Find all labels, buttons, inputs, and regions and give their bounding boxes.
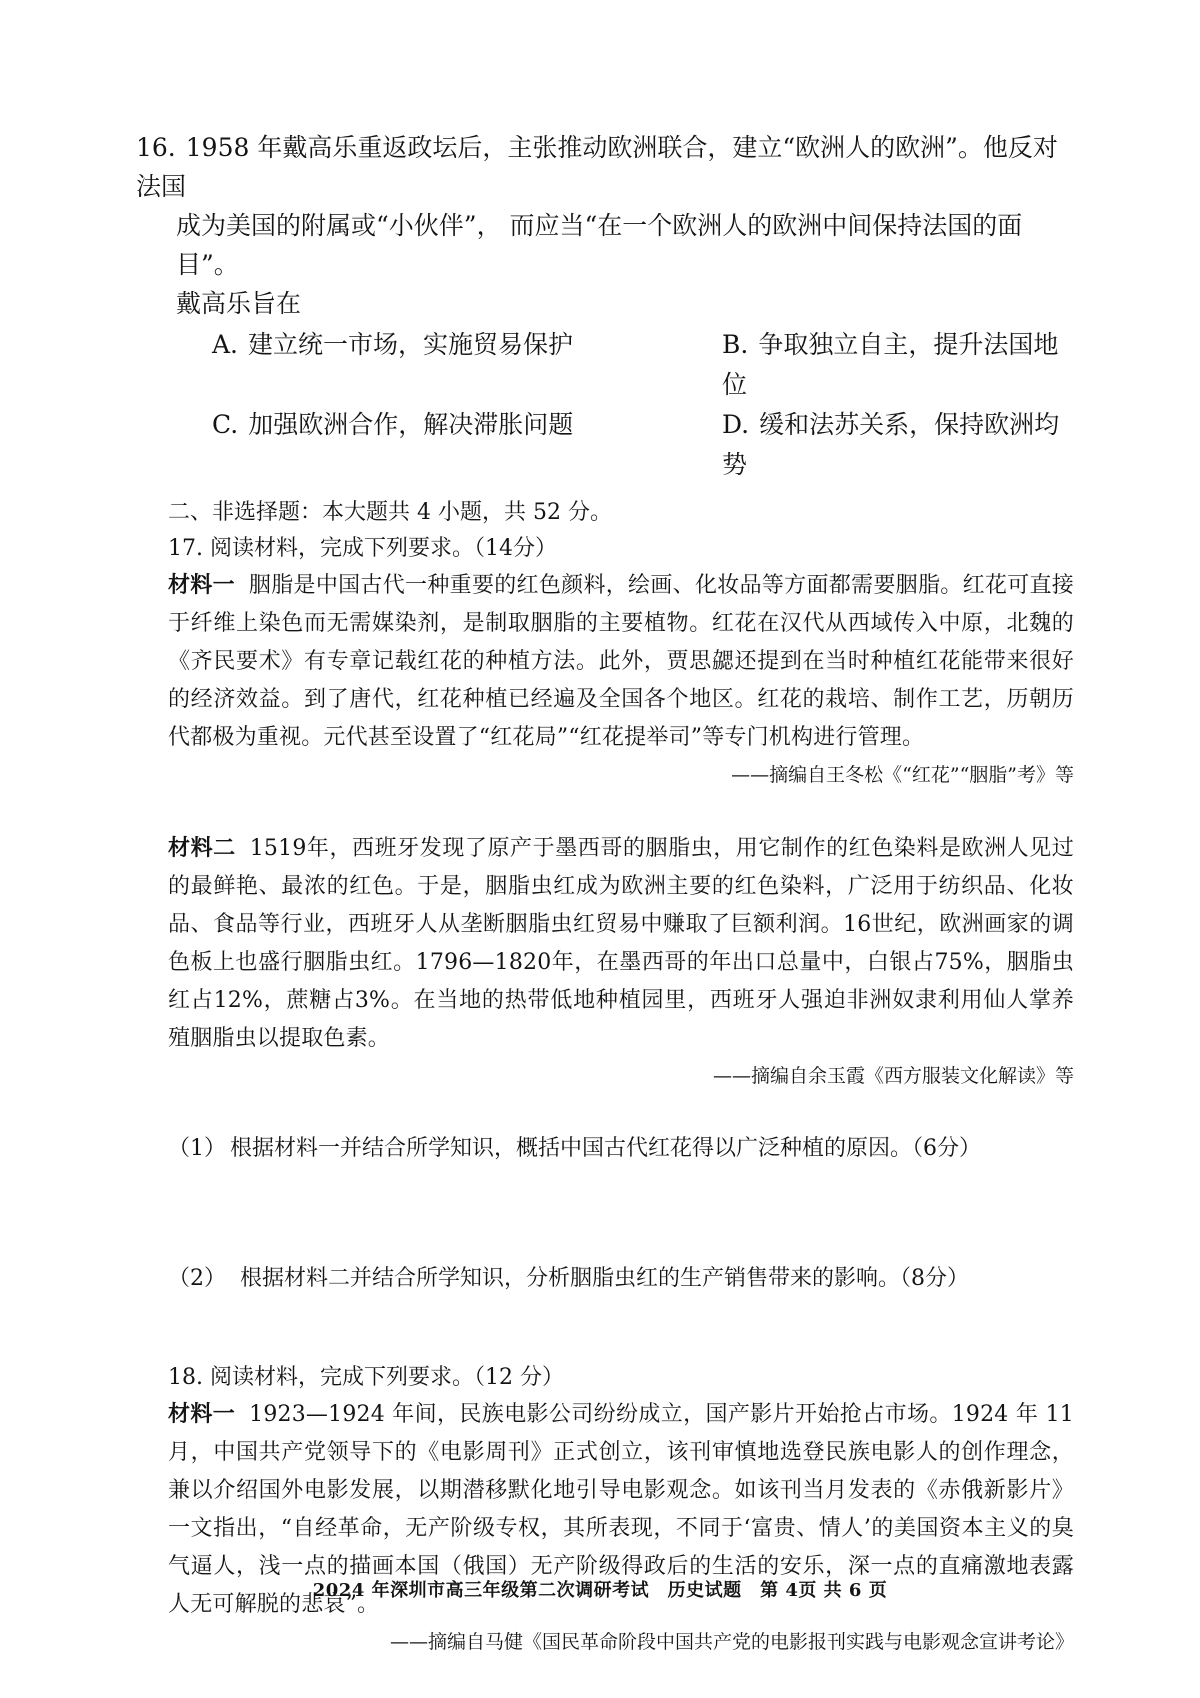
- option-a[interactable]: [212, 325, 722, 405]
- material-text: 1519年，西班牙发现了原产于墨西哥的胭脂虫，用它制作的红色染料是欧洲人见过的最鲜艳、最浓的红色。于是，胭脂虫红成为欧洲主要的红色染料，广泛用于纺织品、化妆品、食品等行业，西班牙人从垄断胭脂虫红贸易中赚取了巨额利润。16世纪，欧洲画家的调色板上也盛行胭脂虫红。1796—1820年，在墨西哥的年出口总量中，白银占75%，胭脂虫红占12%，蔗糖占3%。在当地的热带低地种植园里，西班牙人强迫非洲奴隶利用仙人掌养殖胭脂虫以提取色素。: [168, 836, 1075, 1051]
- material-label: 材料二: [168, 835, 236, 861]
- q17-subquestion-1: [168, 1132, 1074, 1166]
- subquestion-text: 根据材料一并结合所学知识，概括中国古代红花得以广泛种植的原因。（6分）: [230, 1136, 981, 1161]
- material-label: 材料一: [168, 572, 235, 598]
- material-text: 1923—1924 年间，民族电影公司纷纷成立，国产影片开始抢占市场。1924 年 11 月，中国共产党领导下的《电影周刊》正式创立，该刊审慎地选登民族电影人的创作理念，兼以介绍国外电影发展，以期潜移默化地引导电影观念。如该刊当月发表的《赤俄新影片》一文指出，“自经革命，无产阶级专权，其所表现，不同于‘富贵、情人’的美国资本主义的臭气逼人，浅一点的描画本国（俄国）无产阶级得政后的生活的安乐，深一点的直痛激地表露人无可解脱的悲哀”。: [168, 1402, 1074, 1617]
- q17-subquestion-2: [168, 1262, 1074, 1296]
- q17-material-2-source: ——摘编自余玉霞《西方服装文化解读》等: [712, 1065, 1074, 1087]
- q17-material-1: [168, 566, 1074, 757]
- q18-material-1-source: ——摘编自马健《国民革命阶段中国共产党的电影报刊实践与电影观念宣讲考论》: [389, 1631, 1074, 1653]
- option-b[interactable]: [722, 325, 1074, 405]
- option-label: A.: [212, 330, 239, 359]
- subquestion-number: （2）: [168, 1266, 226, 1291]
- page-footer: 2024 年深圳市高三年级第二次调研考试 历史试题 第 4页 共 6 页: [312, 1580, 888, 1601]
- q16-stem-text: 1958 年戴高乐重返政坛后，主张推动欧洲联合，建立“欧洲人的欧洲”。他反对法国: [136, 133, 1058, 201]
- q17-material-1-source: ——摘编自王冬松《“红花”“胭脂”考》等: [731, 764, 1074, 786]
- option-text: 建立统一市场，实施贸易保护: [248, 330, 574, 359]
- q16-stem-line: 戴高乐旨在: [176, 289, 302, 318]
- option-label: D.: [722, 410, 750, 439]
- material-label: 材料一: [168, 1401, 236, 1427]
- subquestion-text: 根据材料二并结合所学知识，分析胭脂虫红的生产销售带来的影响。（8分）: [240, 1266, 969, 1291]
- question-17-title: 17. 阅读材料，完成下列要求。（14分）: [168, 536, 557, 561]
- option-c[interactable]: [212, 405, 722, 485]
- section-heading: 二、非选择题：本大题共 4 小题，共 52 分。: [168, 500, 612, 525]
- q16-stem-line: [136, 128, 1074, 206]
- option-label: B.: [722, 330, 749, 359]
- q16-options: [212, 325, 1074, 485]
- option-text: 缓和法苏关系，保持欧洲均势: [722, 410, 1060, 479]
- spacer: [176, 791, 1074, 829]
- q17-material-2: [168, 829, 1074, 1058]
- option-label: C.: [212, 410, 239, 439]
- option-text: 加强欧洲合作，解决滞胀问题: [248, 410, 574, 439]
- q16-stem-line: 成为美国的附属或“小伙伴”， 而应当“在一个欧洲人的欧洲中间保持法国的面目”。: [176, 211, 1023, 279]
- subquestion-number: （1）: [168, 1136, 226, 1161]
- option-text: 争取独立自主，提升法国地位: [722, 330, 1059, 399]
- question-16: [136, 128, 1074, 323]
- option-d[interactable]: [722, 405, 1074, 485]
- material-text: 胭脂是中国古代一种重要的红色颜料，绘画、化妆品等方面都需要胭脂。红花可直接于纤维上染色而无需媒染剂，是制取胭脂的主要植物。红花在汉代从西域传入中原，北魏的《齐民要术》有专章记载红花的种植方法。此外，贾思勰还提到在当时种植红花能带来很好的经济效益。到了唐代，红花种植已经遍及全国各个地区。红花的栽培、制作工艺，历朝历代都极为重视。元代甚至设置了“红花局”“红花提举司”等专门机构进行管理。: [168, 573, 1075, 750]
- question-number: 16.: [136, 133, 176, 162]
- question-18-title: 18. 阅读材料，完成下列要求。（12 分）: [168, 1365, 564, 1390]
